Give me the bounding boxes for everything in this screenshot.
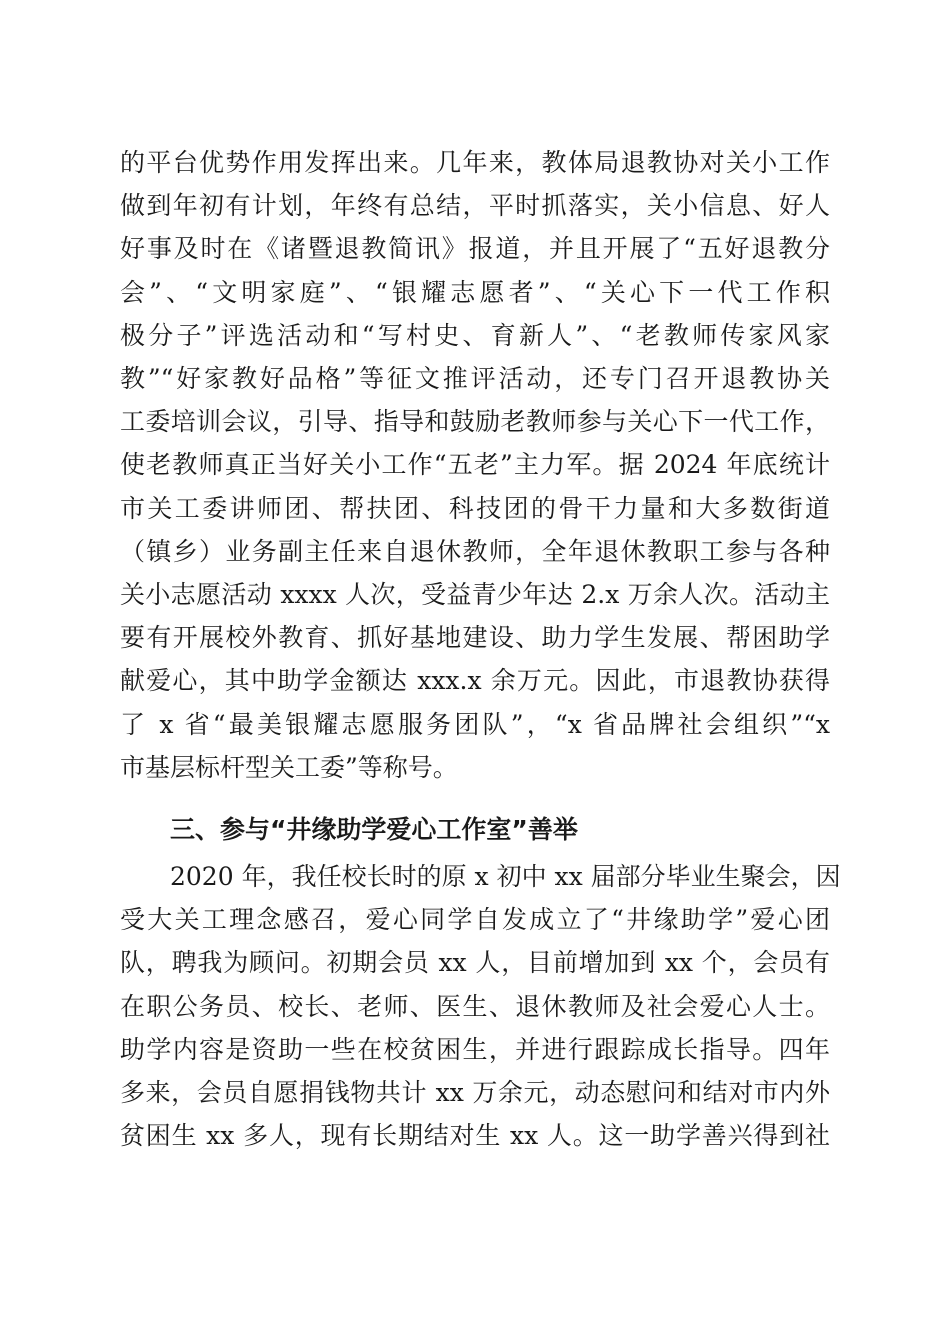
text-line: 做到年初有计划，年终有总结，平时抓落实，关小信息、好人 [120, 191, 830, 221]
section-heading-3: 三、参与“井缘助学爱心工作室”善举 [170, 815, 578, 844]
text-line: 工委培训会议，引导、指导和鼓励老教师参与关心下一代工作， [120, 407, 830, 437]
text-line: 贫困生 xx 多人，现有长期结对生 xx 人。这一助学善兴得到社 [120, 1121, 830, 1151]
text-line: 关小志愿活动 xxxx 人次，受益青少年达 2.x 万余人次。活动主 [120, 580, 830, 609]
text-line: 极分子”评选活动和“写村史、育新人”、“老教师传家风家 [120, 320, 830, 350]
text-line: 在职公务员、校长、老师、医生、退休教师及社会爱心人士。 [120, 991, 830, 1021]
text-line: 受大关工理念感召，爱心同学自发成立了“井缘助学”爱心团 [120, 905, 830, 935]
text-line: 助学内容是资助一些在校贫困生，并进行跟踪成长指导。四年 [120, 1034, 830, 1064]
text-line: 市关工委讲师团、帮扶团、科技团的骨干力量和大多数街道 [120, 493, 830, 523]
text-line: 了 x 省“最美银耀志愿服务团队”，“x 省品牌社会组织”“x [120, 709, 830, 739]
text-line: 队，聘我为顾问。初期会员 xx 人，目前增加到 xx 个，会员有 [120, 948, 830, 978]
text-line: 使老教师真正当好关小工作“五老”主力军。据 2024 年底统计 [120, 450, 830, 480]
text-line: 会”、“文明家庭”、“银耀志愿者”、“关心下一代工作积 [120, 277, 830, 307]
text-line: 要有开展校外教育、抓好基地建设、助力学生发展、帮困助学 [120, 623, 830, 653]
text-line: 多来，会员自愿捐钱物共计 xx 万余元，动态慰问和结对市内外 [120, 1078, 830, 1107]
text-line: 教”“好家教好品格”等征文推评活动，还专门召开退教协关 [120, 364, 830, 393]
text-line: 献爱心，其中助学金额达 xxx.x 余万元。因此，市退教协获得 [120, 666, 830, 696]
text-line: 的平台优势作用发挥出来。几年来，教体局退教协对关小工作 [120, 148, 830, 177]
text-line: （镇乡）业务副主任来自退休教师，全年退休教职工参与各种 [120, 536, 830, 566]
text-line: 2020 年，我任校长时的原 x 初中 xx 届部分毕业生聚会，因 [170, 862, 841, 891]
text-line: 市基层标杆型关工委”等称号。 [120, 752, 458, 782]
text-line: 好事及时在《诸暨退教简讯》报道，并且开展了“五好退教分 [120, 234, 830, 264]
